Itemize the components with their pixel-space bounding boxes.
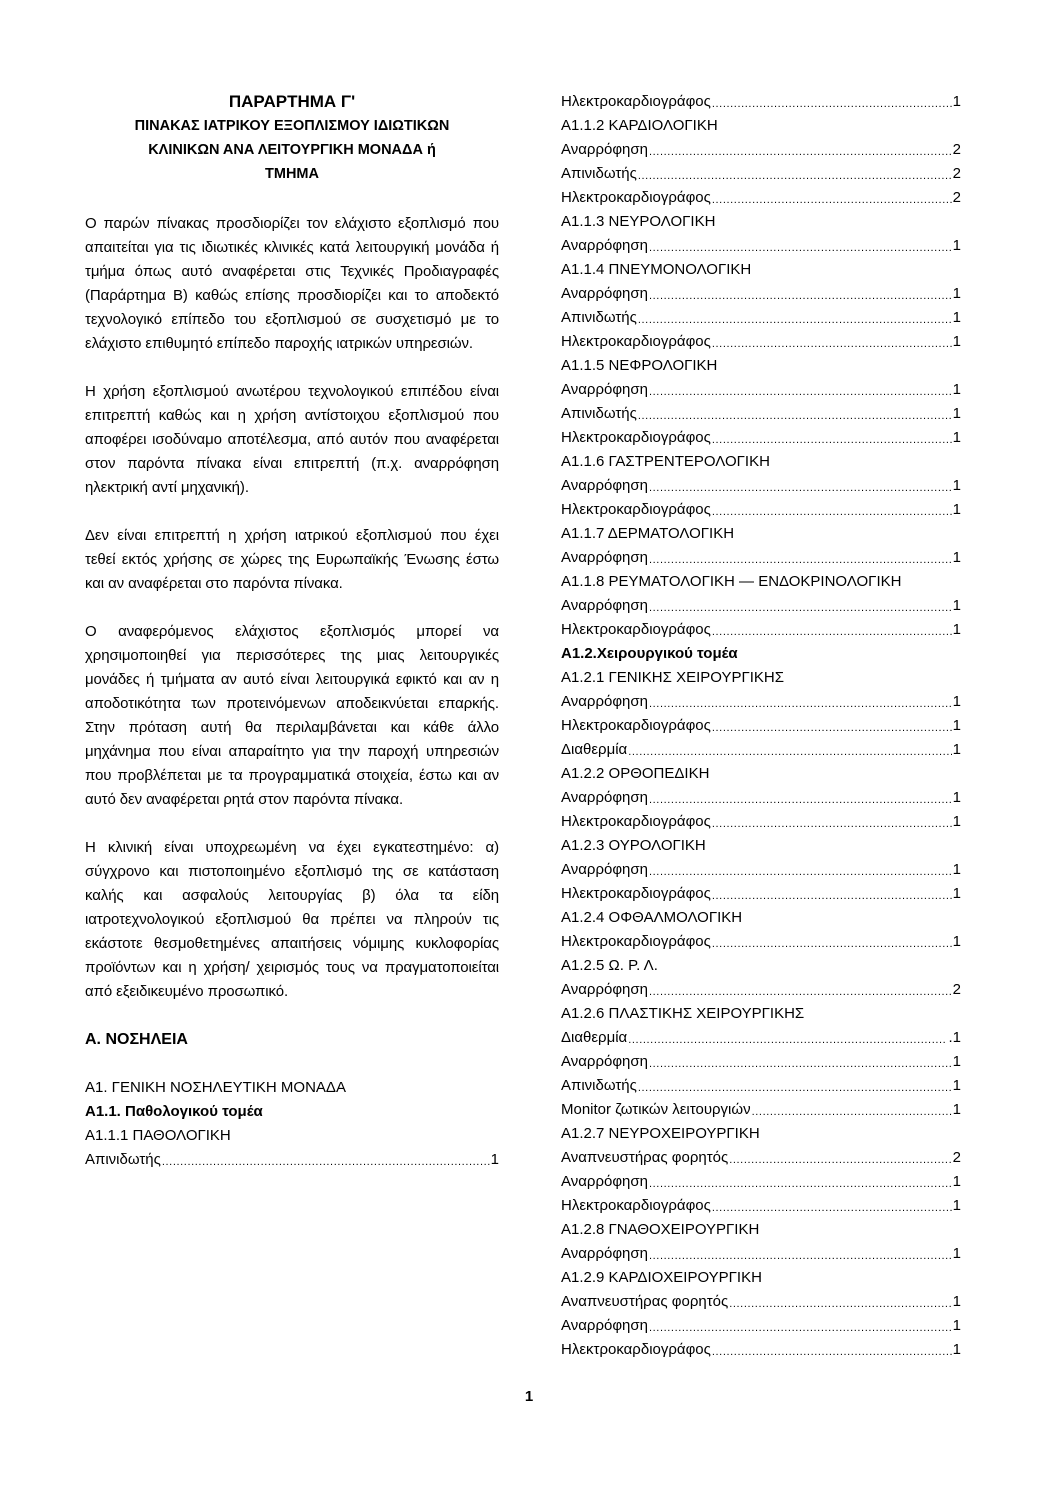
equipment-quantity: 1: [952, 1053, 961, 1070]
equipment-quantity: 1: [952, 1341, 961, 1358]
section-heading: Α. ΝΟΣΗΛΕΙΑ: [85, 1031, 188, 1048]
equipment-quantity: 1: [952, 789, 961, 806]
dot-leader: [649, 978, 952, 1002]
equipment-quantity: 1: [952, 1245, 961, 1262]
equipment-quantity: 1: [952, 1101, 961, 1118]
equipment-entry: [561, 474, 961, 498]
equipment-name: Ηλεκτροκαρδιογράφος: [561, 813, 711, 830]
equipment-quantity: 1: [952, 861, 961, 878]
equipment-entry: [561, 282, 961, 306]
equipment-entry: [561, 1026, 961, 1050]
equipment-entry: [561, 1170, 961, 1194]
department-heading: Α1.1.4 ΠΝΕΥΜΟΝΟΛΟΓΙΚΗ: [561, 261, 752, 278]
dot-leader: [712, 90, 952, 114]
dot-leader: [649, 546, 952, 570]
equipment-entry: [561, 1314, 961, 1338]
right-column: [561, 90, 961, 1362]
dot-leader: [712, 1338, 952, 1362]
equipment-quantity: 1: [952, 381, 961, 398]
equipment-name: Διαθερμία: [561, 741, 628, 758]
equipment-entry: [561, 186, 961, 210]
dot-leader: [638, 162, 952, 186]
equipment-entry: [561, 90, 961, 114]
annex-title: ΠΑΡΑΡΤΗΜΑ Γ': [228, 92, 356, 111]
equipment-quantity: 1: [490, 1151, 499, 1168]
dot-leader: [628, 738, 951, 762]
equipment-entry: [85, 1148, 499, 1172]
equipment-name: Ηλεκτροκαρδιογράφος: [561, 621, 711, 638]
equipment-quantity: 1: [952, 933, 961, 950]
equipment-quantity: 1: [952, 717, 961, 734]
dot-leader: [638, 306, 952, 330]
equipment-quantity: 1: [952, 1197, 961, 1214]
equipment-entry: [561, 714, 961, 738]
equipment-quantity: 1: [952, 477, 961, 494]
equipment-name: Απινιδωτής: [561, 309, 637, 326]
equipment-list: [85, 1148, 499, 1172]
dot-leader: [649, 138, 952, 162]
equipment-entry: [561, 378, 961, 402]
equipment-entry: [561, 1242, 961, 1266]
department-heading: Α1.2.2 ΟΡΘΟΠΕΔΙΚΗ: [561, 765, 710, 782]
department-heading: Α1.2.3 ΟΥΡΟΛΟΓΙΚΗ: [561, 837, 706, 854]
equipment-entry: [561, 594, 961, 618]
equipment-entry: [561, 1146, 961, 1170]
equipment-quantity: 2: [952, 1149, 961, 1166]
annex-subtitle-line-2: ΚΛΙΝΙΚΩΝ ΑΝΑ ΛΕΙΤΟΥΡΓΙΚΗ ΜΟΝΑΔΑ ή: [148, 142, 436, 158]
department-heading: Α1.2.9 ΚΑΡΔΙΟΧΕΙΡΟΥΡΓΙΚΗ: [561, 1269, 762, 1286]
page-number: 1: [524, 1388, 534, 1405]
dot-leader: [712, 498, 952, 522]
equipment-name: Ηλεκτροκαρδιογράφος: [561, 93, 711, 110]
equipment-entry: [561, 1098, 961, 1122]
dot-leader: [712, 714, 952, 738]
equipment-name: Αναρρόφηση: [561, 477, 648, 494]
equipment-quantity: 2: [952, 141, 961, 158]
equipment-name: Ηλεκτροκαρδιογράφος: [561, 189, 711, 206]
equipment-name: Ηλεκτροκαρδιογράφος: [561, 1341, 711, 1358]
unit-heading: Α1. ΓΕΝΙΚΗ ΝΟΣΗΛΕΥΤΙΚΗ ΜΟΝΑΔΑ: [85, 1079, 346, 1096]
title-block: [85, 90, 499, 186]
equipment-name: Αναρρόφηση: [561, 549, 648, 566]
equipment-quantity: 1: [952, 405, 961, 422]
equipment-quantity: 1: [952, 501, 961, 518]
equipment-entry: [561, 1074, 961, 1098]
equipment-name: Διαθερμία: [561, 1029, 628, 1046]
dot-leader: [712, 186, 952, 210]
department-heading: Α1.2.8 ΓΝΑΘΟΧΕΙΡΟΥΡΓΙΚΗ: [561, 1221, 760, 1238]
equipment-quantity: 1: [952, 1317, 961, 1334]
department-heading: Α1.2.4 ΟΦΘΑΛΜΟΛΟΓΙΚΗ: [561, 909, 743, 926]
equipment-name: Αναρρόφηση: [561, 597, 648, 614]
equipment-entry: [561, 306, 961, 330]
equipment-name: Ηλεκτροκαρδιογράφος: [561, 885, 711, 902]
equipment-name: Αναρρόφηση: [561, 861, 648, 878]
equipment-entry: [561, 138, 961, 162]
annex-subtitle-line-3: ΤΜΗΜΑ: [265, 166, 319, 182]
equipment-entry: [561, 402, 961, 426]
equipment-name: Αναρρόφηση: [561, 1317, 648, 1334]
equipment-name: Απινιδωτής: [561, 165, 637, 182]
department-heading: Α1.1.7 ΔΕΡΜΑΤΟΛΟΓΙΚΗ: [561, 525, 735, 542]
equipment-name: Αναρρόφηση: [561, 789, 648, 806]
sector-heading: Α1.1. Παθολογικού τομέα: [85, 1103, 263, 1120]
dot-leader: [649, 786, 952, 810]
equipment-quantity: 1: [952, 549, 961, 566]
equipment-quantity: 1: [952, 621, 961, 638]
equipment-quantity: 1: [952, 333, 961, 350]
eu-withdrawn-paragraph: Δεν είναι επιτρεπτή η χρήση ιατρικού εξοπλισμού που έχει τεθεί εκτός χρήσης σε χώρες της Ευρωπαϊκής Ένωσης έστω και αν αναφέρεται στο παρόντα πίνακα.: [85, 527, 499, 592]
surgical-sector-groups: [561, 666, 961, 1362]
sector-heading: Α1.2.Χειρουργικού τομέα: [561, 645, 738, 662]
medical-sector-groups: [561, 114, 961, 642]
equipment-name: Αναρρόφηση: [561, 981, 648, 998]
dot-leader: [712, 426, 952, 450]
equipment-quantity: 1: [952, 309, 961, 326]
equipment-entry: [561, 810, 961, 834]
equipment-quantity: 2: [952, 981, 961, 998]
equipment-quantity: 1: [952, 285, 961, 302]
equipment-entry: [561, 234, 961, 258]
equipment-quantity: 1: [952, 1293, 961, 1310]
equipment-name: Αναρρόφηση: [561, 1053, 648, 1070]
equipment-entry: [561, 1194, 961, 1218]
equipment-entry: [561, 1338, 961, 1362]
department-heading: Α1.2.5 Ω. Ρ. Λ.: [561, 957, 658, 974]
equipment-name: Ηλεκτροκαρδιογράφος: [561, 717, 711, 734]
equipment-entry: [561, 738, 961, 762]
equipment-quantity: 1: [952, 1077, 961, 1094]
dot-leader: [638, 1074, 952, 1098]
dot-leader: [649, 1170, 952, 1194]
equipment-name: Ηλεκτροκαρδιογράφος: [561, 501, 711, 518]
equipment-quantity: 1: [952, 597, 961, 614]
equipment-quantity: 1: [952, 1173, 961, 1190]
dot-leader: [649, 1242, 952, 1266]
dot-leader: [162, 1148, 490, 1172]
equipment-name: Monitor ζωτικών λειτουργιών: [561, 1101, 751, 1118]
equipment-name: Απινιδωτής: [561, 1077, 637, 1094]
department-heading: Α1.1.3 ΝΕΥΡΟΛΟΓΙΚΗ: [561, 213, 716, 230]
equipment-entry: [561, 546, 961, 570]
dot-leader: [649, 1050, 952, 1074]
equipment-entry: [561, 162, 961, 186]
dot-leader: [729, 1290, 951, 1314]
equipment-quantity: 1: [952, 885, 961, 902]
equipment-quantity: 1: [952, 93, 961, 110]
equipment-quantity: 1: [952, 813, 961, 830]
dot-leader: [649, 594, 952, 618]
dot-leader: [649, 234, 952, 258]
dot-leader: [649, 282, 952, 306]
dot-leader: [649, 1314, 952, 1338]
equipment-quantity: .1: [948, 1029, 961, 1046]
equipment-entry: [561, 498, 961, 522]
department-heading: Α1.2.1 ΓΕΝΙΚΗΣ ΧΕΙΡΟΥΡΓΙΚΗΣ: [561, 669, 784, 686]
dot-leader: [712, 618, 952, 642]
equipment-list-continued: [561, 90, 961, 114]
equipment-quantity: 1: [952, 741, 961, 758]
equipment-entry: [561, 426, 961, 450]
department-heading: Α1.1.6 ΓΑΣΤΡΕΝΤΕΡΟΛΟΓΙΚΗ: [561, 453, 770, 470]
equipment-name: Απινιδωτής: [85, 1151, 161, 1168]
equipment-quantity: 2: [952, 165, 961, 182]
equipment-entry: [561, 618, 961, 642]
equipment-entry: [561, 1050, 961, 1074]
equipment-name: Αναρρόφηση: [561, 1173, 648, 1190]
equipment-quantity: 2: [952, 189, 961, 206]
equipment-entry: [561, 978, 961, 1002]
dot-leader: [712, 330, 952, 354]
dot-leader: [649, 858, 952, 882]
equipment-entry: [561, 882, 961, 906]
dot-leader: [649, 378, 952, 402]
dot-leader: [712, 1194, 952, 1218]
department-heading: Α1.1.8 ΡΕΥΜΑΤΟΛΟΓΙΚΗ — ΕΝΔΟΚΡΙΝΟΛΟΓΙΚΗ: [561, 573, 902, 590]
left-column: [85, 90, 499, 1172]
dot-leader: [712, 810, 952, 834]
dot-leader: [649, 690, 952, 714]
equipment-quantity: 1: [952, 237, 961, 254]
department-heading: Α1.2.6 ΠΛΑΣΤΙΚΗΣ ΧΕΙΡΟΥΡΓΙΚΗΣ: [561, 1005, 805, 1022]
equipment-name: Ηλεκτροκαρδιογράφος: [561, 1197, 711, 1214]
equipment-name: Ηλεκτροκαρδιογράφος: [561, 933, 711, 950]
equipment-entry: [561, 786, 961, 810]
clinic-obligation-paragraph: Η κλινική είναι υποχρεωμένη να έχει εγκατεστημένο: α) σύγχρονο και πιστοποιημένο εξοπλισμό της σε κατάσταση καλής και ασφαλούς λειτουργίας β) όλα τα είδη ιατροτεχνολογικού εξοπλισμού θα πρέπει να πληρούν τις εκάστοτε θεσμοθετημένες απαιτήσεις νόμιμης κυκλοφορίας προϊόντων και η χρήση/ χειρισμός τους να πραγματοποιείται από εξειδικευμένο προσωπικό.: [85, 839, 499, 1000]
equipment-name: Αναρρόφηση: [561, 141, 648, 158]
equipment-name: Αναπνευστήρας φορητός: [561, 1149, 729, 1166]
dot-leader: [628, 1026, 947, 1050]
equipment-name: Αναρρόφηση: [561, 1245, 648, 1262]
equipment-quantity: 1: [952, 693, 961, 710]
equipment-name: Απινιδωτής: [561, 405, 637, 422]
equipment-name: Αναρρόφηση: [561, 693, 648, 710]
equipment-entry: [561, 330, 961, 354]
department-heading: Α1.2.7 ΝΕΥΡΟΧΕΙΡΟΥΡΓΙΚΗ: [561, 1125, 760, 1142]
annex-subtitle-line-1: ΠΙΝΑΚΑΣ ΙΑΤΡΙΚΟΥ ΕΞΟΠΛΙΣΜΟΥ ΙΔΙΩΤΙΚΩΝ: [134, 118, 450, 134]
equipment-entry: [561, 930, 961, 954]
department-heading: Α1.1.1 ΠΑΘΟΛΟΓΙΚΗ: [85, 1127, 231, 1144]
equipment-entry: [561, 858, 961, 882]
equipment-name: Ηλεκτροκαρδιογράφος: [561, 429, 711, 446]
dot-leader: [729, 1146, 951, 1170]
equipment-entry: [561, 1290, 961, 1314]
equipment-name: Αναρρόφηση: [561, 285, 648, 302]
department-heading: Α1.1.2 ΚΑΡΔΙΟΛΟΓΙΚΗ: [561, 117, 718, 134]
dot-leader: [752, 1098, 952, 1122]
equipment-name: Αναρρόφηση: [561, 237, 648, 254]
dot-leader: [712, 930, 952, 954]
dot-leader: [638, 402, 952, 426]
equipment-name: Αναπνευστήρας φορητός: [561, 1293, 729, 1310]
equipment-name: Αναρρόφηση: [561, 381, 648, 398]
department-heading: Α1.1.5 ΝΕΦΡΟΛΟΓΙΚΗ: [561, 357, 718, 374]
higher-tech-paragraph: Η χρήση εξοπλισμού ανωτέρου τεχνολογικού επιπέδου είναι επιτρεπτή καθώς και η χρήση αντίστοιχου εξοπλισμού που αποφέρει ισοδύναμο αποτέλεσμα, από αυτόν που αναφέρεται στον παρόντα πίνακα είναι επιτρεπτή (π.χ. αναρρόφηση ηλεκτρική αντί μηχανική).: [85, 383, 499, 496]
intro-paragraph: Ο παρών πίνακας προσδιορίζει τον ελάχιστο εξοπλισμό που απαιτείται για τις ιδιωτικές κλινικές κατά λειτουργική μονάδα ή τμήμα όπως αυτό αναφέρεται στις Τεχνικές Προδιαγραφές (Παράρτημα Β) καθώς επίσης προσδιορίζει και το αποδεκτό τεχνολογικό επίπεδο του εξοπλισμού σε συσχετισμό με το ελάχιστο επιθυμητό επίπεδο παροχής ιατρικών υπηρεσιών.: [85, 215, 499, 352]
dot-leader: [649, 474, 952, 498]
shared-equipment-paragraph: Ο αναφερόμενος ελάχιστος εξοπλισμός μπορεί να χρησιμοποιηθεί για περισσότερες της μιας λειτουργικές μονάδες ή τμήματα αν αυτό είναι λειτουργικά εφικτό και αν η αποδοτικότητα των προτεινόμενων αποδεικνύεται επαρκής. Στην πρόταση αυτή θα περιλαμβάνεται και κάθε άλλο μηχάνημα που είναι απαραίτητο για την παροχή υπηρεσιών που προβλέπεται με τα προγραμματικά στοιχεία, έστω και αν αυτό δεν αναφέρεται ρητά στον παρόντα πίνακα.: [85, 623, 499, 808]
equipment-quantity: 1: [952, 429, 961, 446]
equipment-name: Ηλεκτροκαρδιογράφος: [561, 333, 711, 350]
equipment-entry: [561, 690, 961, 714]
dot-leader: [712, 882, 952, 906]
